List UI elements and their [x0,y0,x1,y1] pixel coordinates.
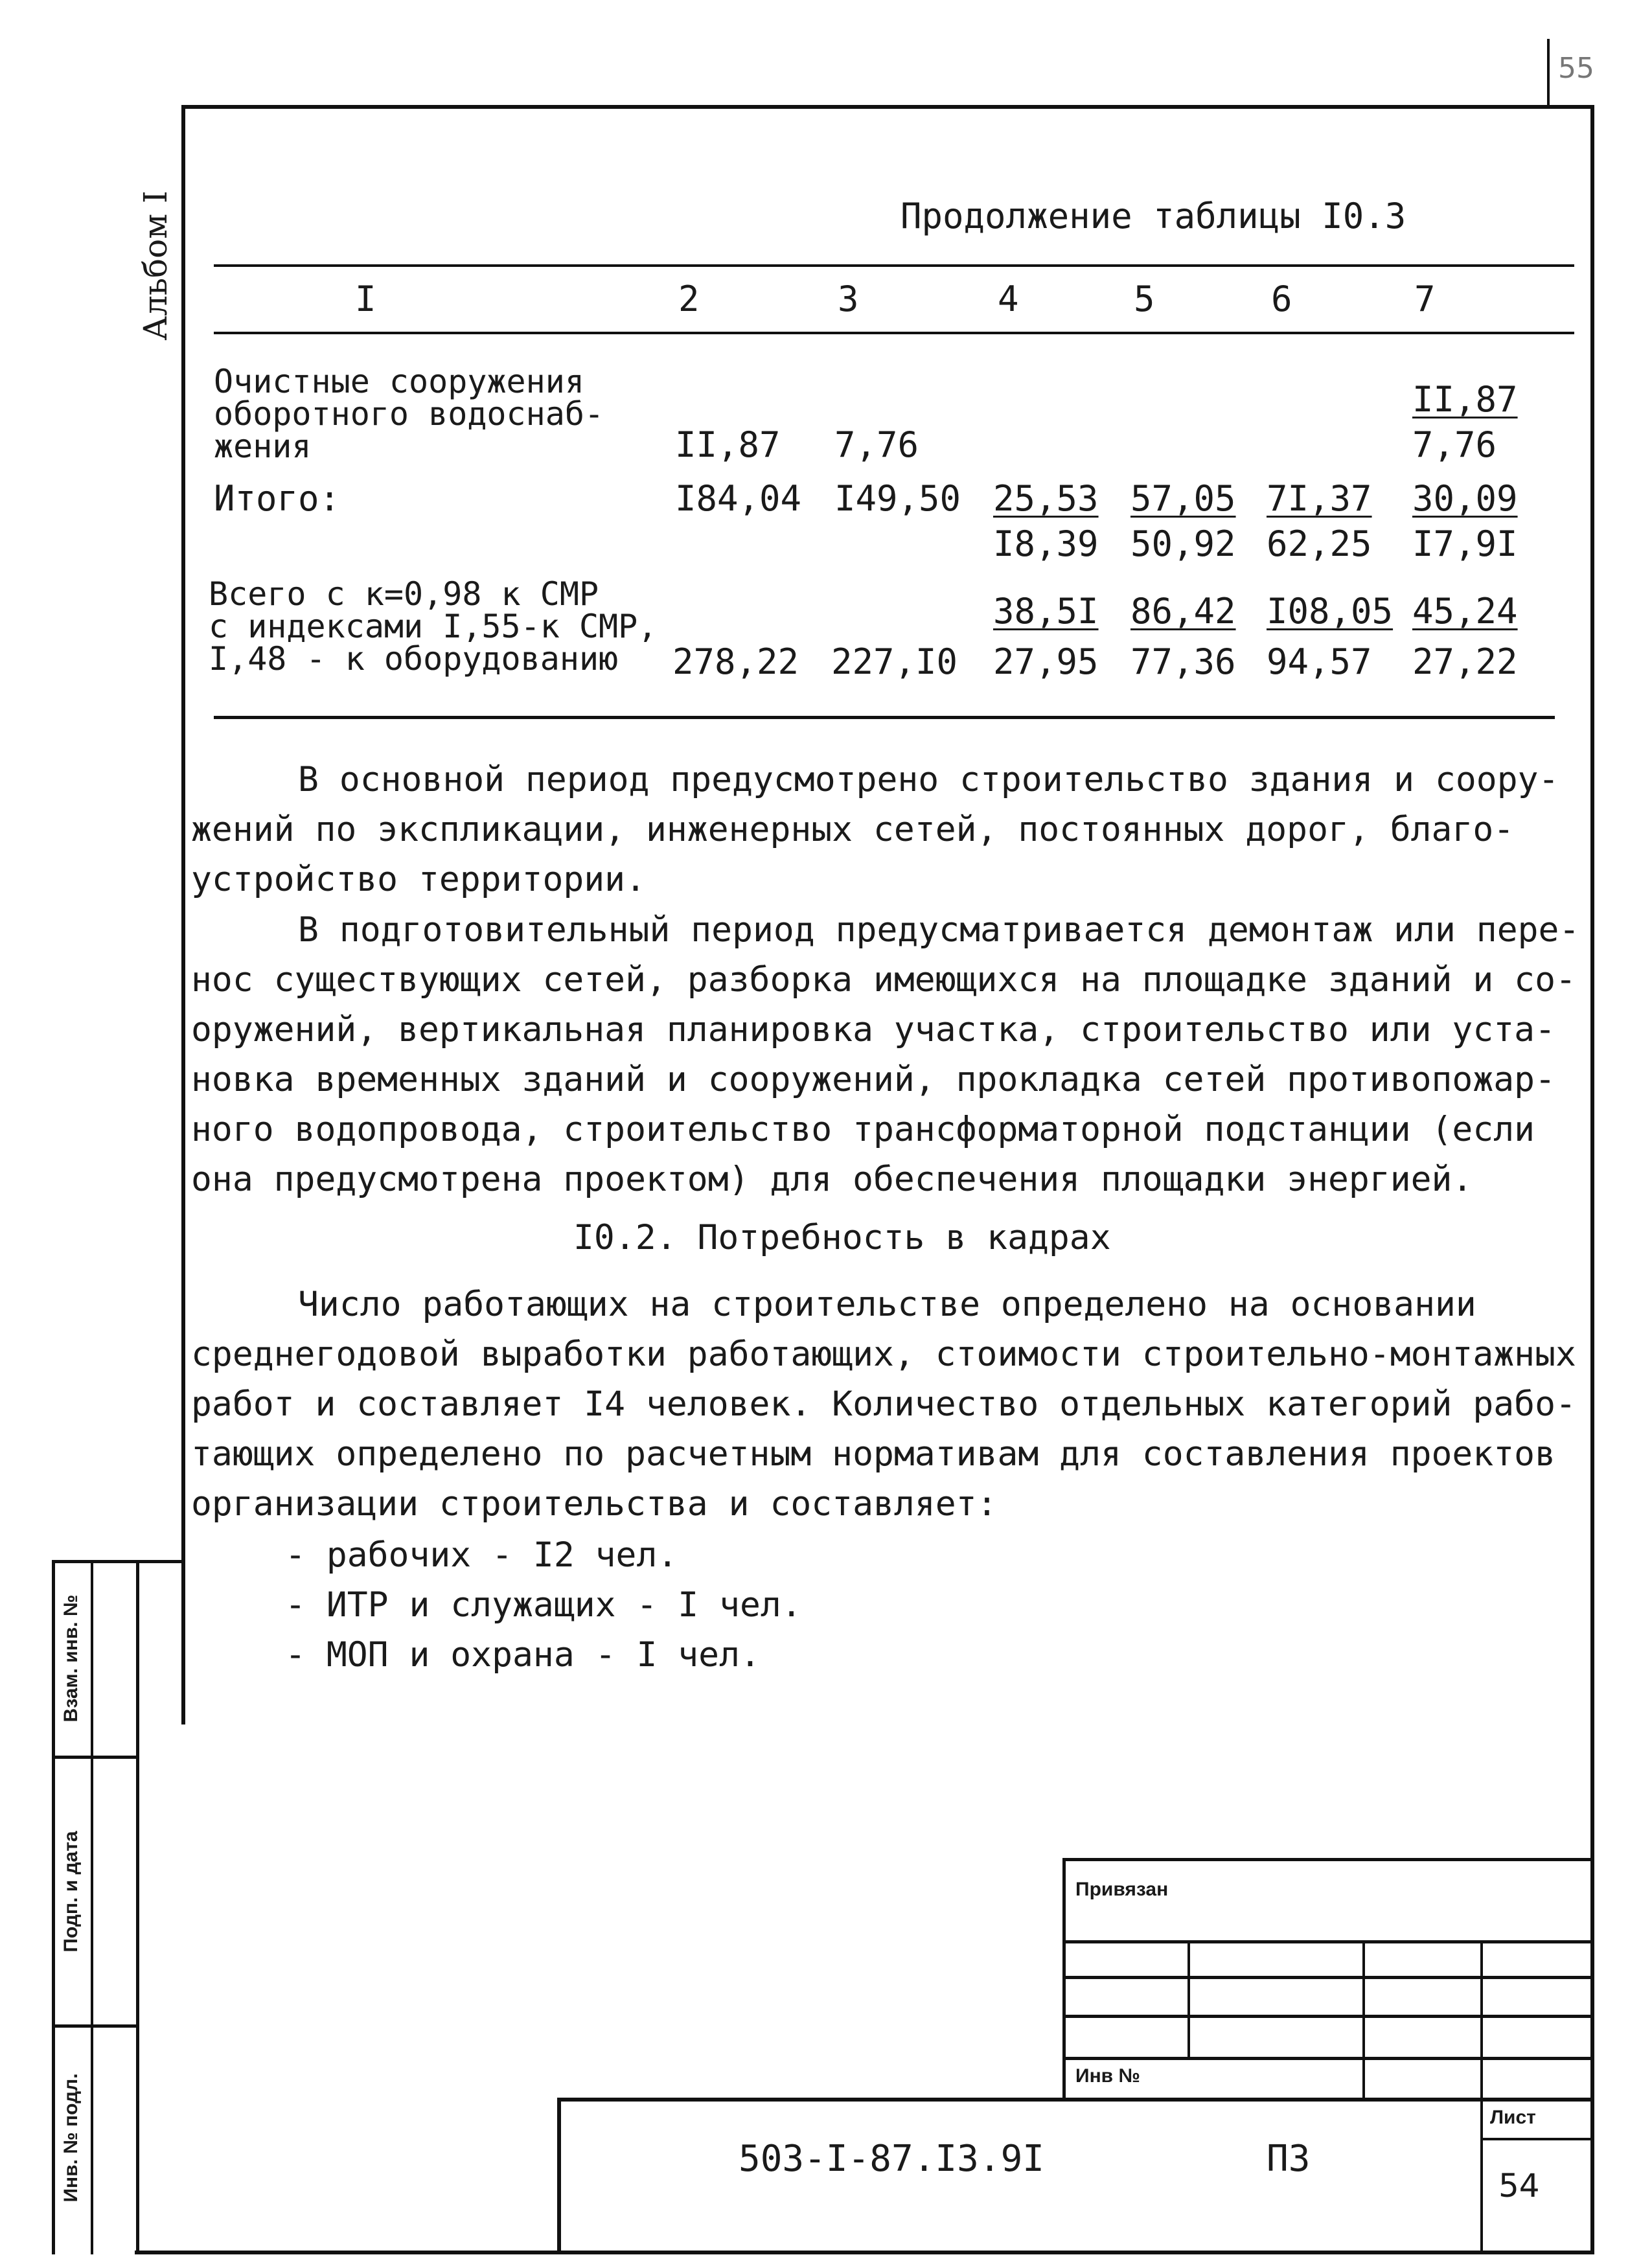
stamp-hline2 [1062,1976,1594,1979]
text-line: жений по экспликации, инженерных сетей, постоянных дорог, благо- [191,810,1515,849]
table-row-label: с индексами I,55-к СМР, [209,608,658,645]
text-line: ного водопровода, строительство трансформаторной подстанции (если [191,1110,1535,1149]
section-heading: I0.2. Потребность в кадрах [573,1218,1111,1257]
table-cell: 27,95 [993,641,1099,682]
side-strip-div1 [52,1756,139,1759]
table-cell: 94,57 [1267,641,1372,682]
table-cell: 62,25 [1267,523,1372,564]
text-line: тающих определено по расчетным нормативам для составления проектов [191,1434,1555,1474]
side-label-vzam: Взам. инв. № [60,1594,82,1723]
frame-bottom [135,2251,1594,2254]
paragraph-main-period [191,755,1559,904]
table-cell: I08,05 [1267,591,1394,632]
stamp-bound-label: Привязан [1075,1879,1169,1900]
text-line: работ и составляет I4 человек. Количество отдельных категорий рабо- [191,1384,1576,1424]
stamp-vline1 [1187,1940,1190,2057]
stamp-hline4 [1062,2057,1594,2060]
stamp-hline3 [1062,2015,1594,2018]
text-line: В основной период предусмотрено строительство здания и соору- [298,760,1559,799]
side-label-inv-podl: Инв. № подл. [60,2073,82,2203]
table-cell: 30,09 [1412,478,1518,519]
table-header-cell: 2 [678,279,700,319]
stamp-hline1 [1062,1940,1594,1943]
titleblock-left [557,2098,561,2254]
staff-list [285,1530,1062,1680]
table-row-label: I,48 - к оборудованию [209,640,619,678]
sheet-number: 54 [1498,2167,1540,2205]
side-label-podp: Подп. и дата [60,1831,82,1953]
text-line: организации строительства и составляет: [191,1484,998,1524]
paragraph-staff-count [191,1279,1576,1529]
text-line: среднегодовой выработки работающих, стоимости строительно-монтажных [191,1335,1576,1374]
table-header-cell: 7 [1414,279,1436,319]
paragraph-preparatory-period [191,905,1580,1204]
side-strip-div2 [52,2024,139,2028]
text-line: оружений, вертикальная планировка участка, строительство или уста- [191,1010,1555,1049]
list-item: - МОП и охрана - I чел. [285,1635,761,1675]
table-cell: II,87 [1412,379,1518,420]
table-cell: I49,50 [834,478,961,519]
table-cell: 38,5I [993,591,1099,632]
table-row-label: Итого: [214,478,341,519]
doc-type: ПЗ [1267,2138,1311,2180]
titleblock-top [557,2098,1594,2102]
sheet-box-hline [1480,2138,1594,2140]
table-cell: 57,05 [1130,478,1236,519]
table-header-cell: 4 [998,279,1019,319]
text-line: нос существующих сетей, разборка имеющихся на площадке зданий и со- [191,960,1576,1000]
table-row-label: оборотного водоснаб- [214,395,604,433]
album-label: Альбом I [137,190,174,341]
frame-right [1590,105,1594,2254]
side-strip-inner [91,1560,93,2254]
page-number-divider [1547,39,1550,107]
stamp-vline2 [1362,1940,1365,2098]
table-header-cell: 3 [838,279,859,319]
table-caption: Продолжение таблицы I0.3 [901,196,1406,236]
table-cell: 278,22 [672,641,799,682]
table-cell: 50,92 [1130,523,1236,564]
text-line: она предусмотрена проектом) для обеспечения площадки энергией. [191,1160,1473,1199]
list-item: - ИТР и служащих - I чел. [285,1585,802,1625]
table-row-label: Очистные сооружения [214,363,584,400]
frame-top [181,105,1594,109]
table-cell: 45,24 [1412,591,1518,632]
table-cell: 7I,37 [1267,478,1372,519]
page-number: 55 [1558,52,1594,85]
sheet-label: Лист [1490,2107,1536,2128]
table-header-cell: I [355,279,376,319]
table-cell: I8,39 [993,523,1099,564]
table-cell: 7,76 [834,424,919,465]
table-cell: 77,36 [1130,641,1236,682]
table-cell: I84,04 [675,478,802,519]
list-item: - рабочих - I2 чел. [285,1535,678,1575]
table-cell: II,87 [675,424,781,465]
table-rule-top [214,264,1574,267]
table-rule-bottom [214,716,1555,719]
table-cell: 86,42 [1130,591,1236,632]
table-header-cell: 6 [1271,279,1292,319]
table-cell: 227,I0 [831,641,958,682]
table-row-label: Всего с к=0,98 к СМР [209,575,599,613]
text-line: В подготовительный период предусматривается демонтаж или пере- [298,910,1580,950]
table-rule-header [214,332,1574,334]
table-cell: 7,76 [1412,424,1497,465]
text-line: устройство территории. [191,860,646,899]
text-line: новка временных зданий и сооружений, прокладка сетей противопожар- [191,1060,1555,1099]
stamp-inv-label: Инв № [1075,2065,1140,2087]
stamp-top [1062,1858,1594,1861]
doc-code: 503-I-87.I3.9I [739,2138,1045,2180]
table-header-cell: 5 [1134,279,1155,319]
frame-left [181,105,185,1724]
table-cell: 27,22 [1412,641,1518,682]
table-cell: I7,9I [1412,523,1518,564]
side-strip-right [136,1560,139,2254]
text-line: Число работающих на строительстве определено на основании [298,1285,1476,1324]
table-cell: 25,53 [993,478,1099,519]
table-row-label: жения [214,428,312,465]
